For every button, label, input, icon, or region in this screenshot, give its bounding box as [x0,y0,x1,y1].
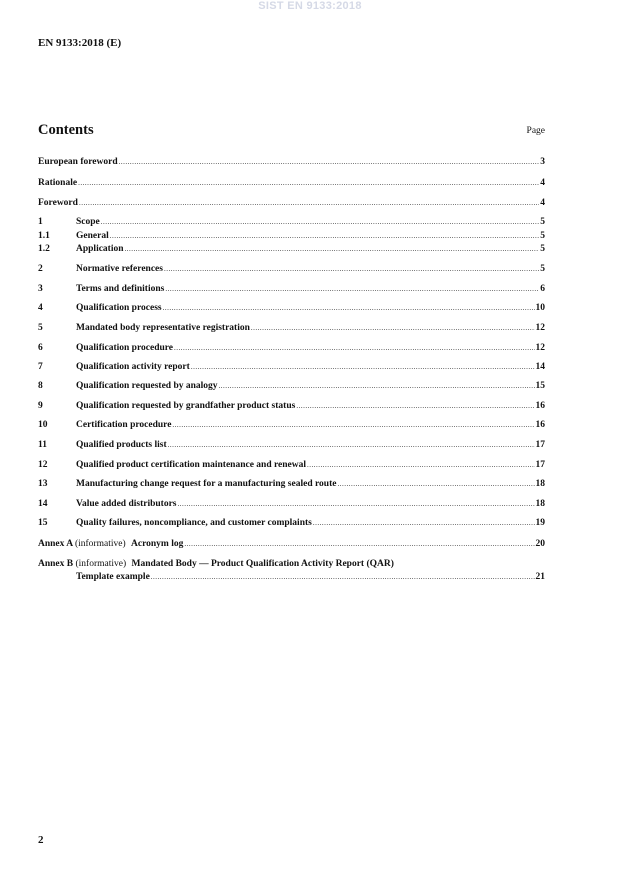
toc-number: 6 [38,343,43,353]
toc-page: 16 [535,420,545,430]
toc-number: 1.2 [38,244,50,254]
toc-entry-annex-a[interactable] [38,538,545,550]
toc-entry-1-1[interactable] [38,230,545,242]
toc-entry-4[interactable] [38,302,545,314]
toc-leader [251,322,535,334]
toc-entry-rationale[interactable] [38,177,545,189]
toc-entry-10[interactable] [38,419,545,431]
toc-leader [219,380,535,392]
toc-page: 5 [540,264,545,274]
toc-title: Qualified products list [76,440,167,450]
toc-page: 4 [540,178,545,188]
toc-title: Rationale [38,178,78,188]
toc-page: 3 [540,157,545,167]
toc-number: 9 [38,401,43,411]
toc-leader [78,177,539,189]
toc-number: 14 [38,499,48,509]
toc-page: 4 [540,198,545,208]
toc-leader [174,342,534,354]
toc-number: 15 [38,518,48,528]
page-number: 2 [38,834,44,846]
toc-entry-9[interactable] [38,400,545,412]
toc-title: Quality failures, noncompliance, and customer complaints [76,518,312,528]
toc-number: 12 [38,460,48,470]
toc-page: 18 [535,479,545,489]
annex-label: Annex B [38,559,74,569]
watermark: SIST EN 9133:2018 [258,0,362,12]
toc-page: 16 [535,401,545,411]
toc-page: 17 [535,460,545,470]
toc-number: 13 [38,479,48,489]
toc-leader [164,263,539,275]
toc-leader [313,517,535,529]
toc-leader [168,439,535,451]
toc-entry-1[interactable] [38,216,545,228]
toc-number: 7 [38,362,43,372]
toc-entry-foreword[interactable] [38,197,545,209]
toc-leader [165,283,539,295]
annex-title: Mandated Body — Product Qualification Activity Report (QAR) [131,559,394,569]
toc-leader [172,419,534,431]
toc-leader [119,156,540,168]
toc-entry-11[interactable] [38,439,545,451]
toc-leader [163,302,535,314]
toc-entry-1-2[interactable] [38,243,545,255]
toc-title: Scope [76,217,100,227]
annex-note: (informative) [74,539,126,549]
toc-title: Certification procedure [76,420,172,430]
toc-title: Terms and definitions [76,284,165,294]
toc-entry-8[interactable] [38,380,545,392]
toc-number: 5 [38,323,43,333]
toc-entry-5[interactable] [38,322,545,334]
toc-entry-7[interactable] [38,361,545,373]
toc-title: Normative references [76,264,163,274]
annex-note: (informative) [75,559,127,569]
toc-number: 1.1 [38,231,50,241]
annex-label: Annex A [38,539,73,549]
toc-title: Qualified product certification maintenance and renewal [76,460,307,470]
toc-entry-14[interactable] [38,498,545,510]
toc-leader [79,197,539,209]
toc-page: 5 [540,244,545,254]
toc-page: 10 [535,303,545,313]
toc-title: European foreword [38,157,118,167]
toc-number: 2 [38,264,43,274]
toc-page: 6 [540,284,545,294]
toc-leader [191,361,535,373]
toc-page: 12 [535,343,545,353]
toc-number: 10 [38,420,48,430]
toc-leader [184,538,534,550]
toc-title: Qualification requested by grandfather product status [76,401,296,411]
toc-title: General [76,231,109,241]
toc-title: Qualification procedure [76,343,174,353]
toc-title: Mandated body representative registration [76,323,250,333]
toc-leader [101,216,540,228]
toc-page: 15 [535,381,545,391]
annex-title: Acronym log [131,539,184,549]
toc-page: 5 [540,231,545,241]
toc-entry-annex-b[interactable] [38,571,545,583]
toc-entry-15[interactable] [38,517,545,529]
toc-number: 4 [38,303,43,313]
toc-title: Qualification requested by analogy [76,381,218,391]
toc-title: Qualification process [76,303,162,313]
toc-leader [296,400,534,412]
toc-number: 1 [38,217,43,227]
toc-page: 20 [535,539,545,549]
toc-title: Value added distributors [76,499,177,509]
toc-entry-european-foreword[interactable] [38,156,545,168]
toc-title: Application [76,244,124,254]
toc-title: Template example [76,572,150,582]
page-column-label: Page [526,126,545,136]
toc-entry-annex-b-line1[interactable] [38,558,394,570]
toc-leader [110,230,540,242]
toc-number: 11 [38,440,47,450]
toc-leader [177,498,534,510]
toc-leader [337,478,534,490]
toc-number: 8 [38,381,43,391]
toc-title: Qualification activity report [76,362,190,372]
toc-entry-2[interactable] [38,263,545,275]
toc-entry-12[interactable] [38,459,545,471]
toc-page: 21 [535,572,545,582]
toc-page: 18 [535,499,545,509]
toc-leader [151,571,535,583]
toc-leader [307,459,534,471]
toc-title: Foreword [38,198,78,208]
toc-page: 17 [535,440,545,450]
document-id: EN 9133:2018 (E) [38,37,122,49]
toc-title: Manufacturing change request for a manufacturing sealed route [76,479,337,489]
toc-page: 14 [535,362,545,372]
toc-entry-13[interactable] [38,478,545,490]
toc-page: 12 [535,323,545,333]
contents-heading: Contents [38,122,94,138]
toc-leader [125,243,540,255]
toc-title [38,538,183,550]
toc-entry-3[interactable] [38,283,545,295]
toc-number: 3 [38,284,43,294]
toc-page: 19 [535,518,545,528]
toc-entry-6[interactable] [38,342,545,354]
toc-page: 5 [540,217,545,227]
